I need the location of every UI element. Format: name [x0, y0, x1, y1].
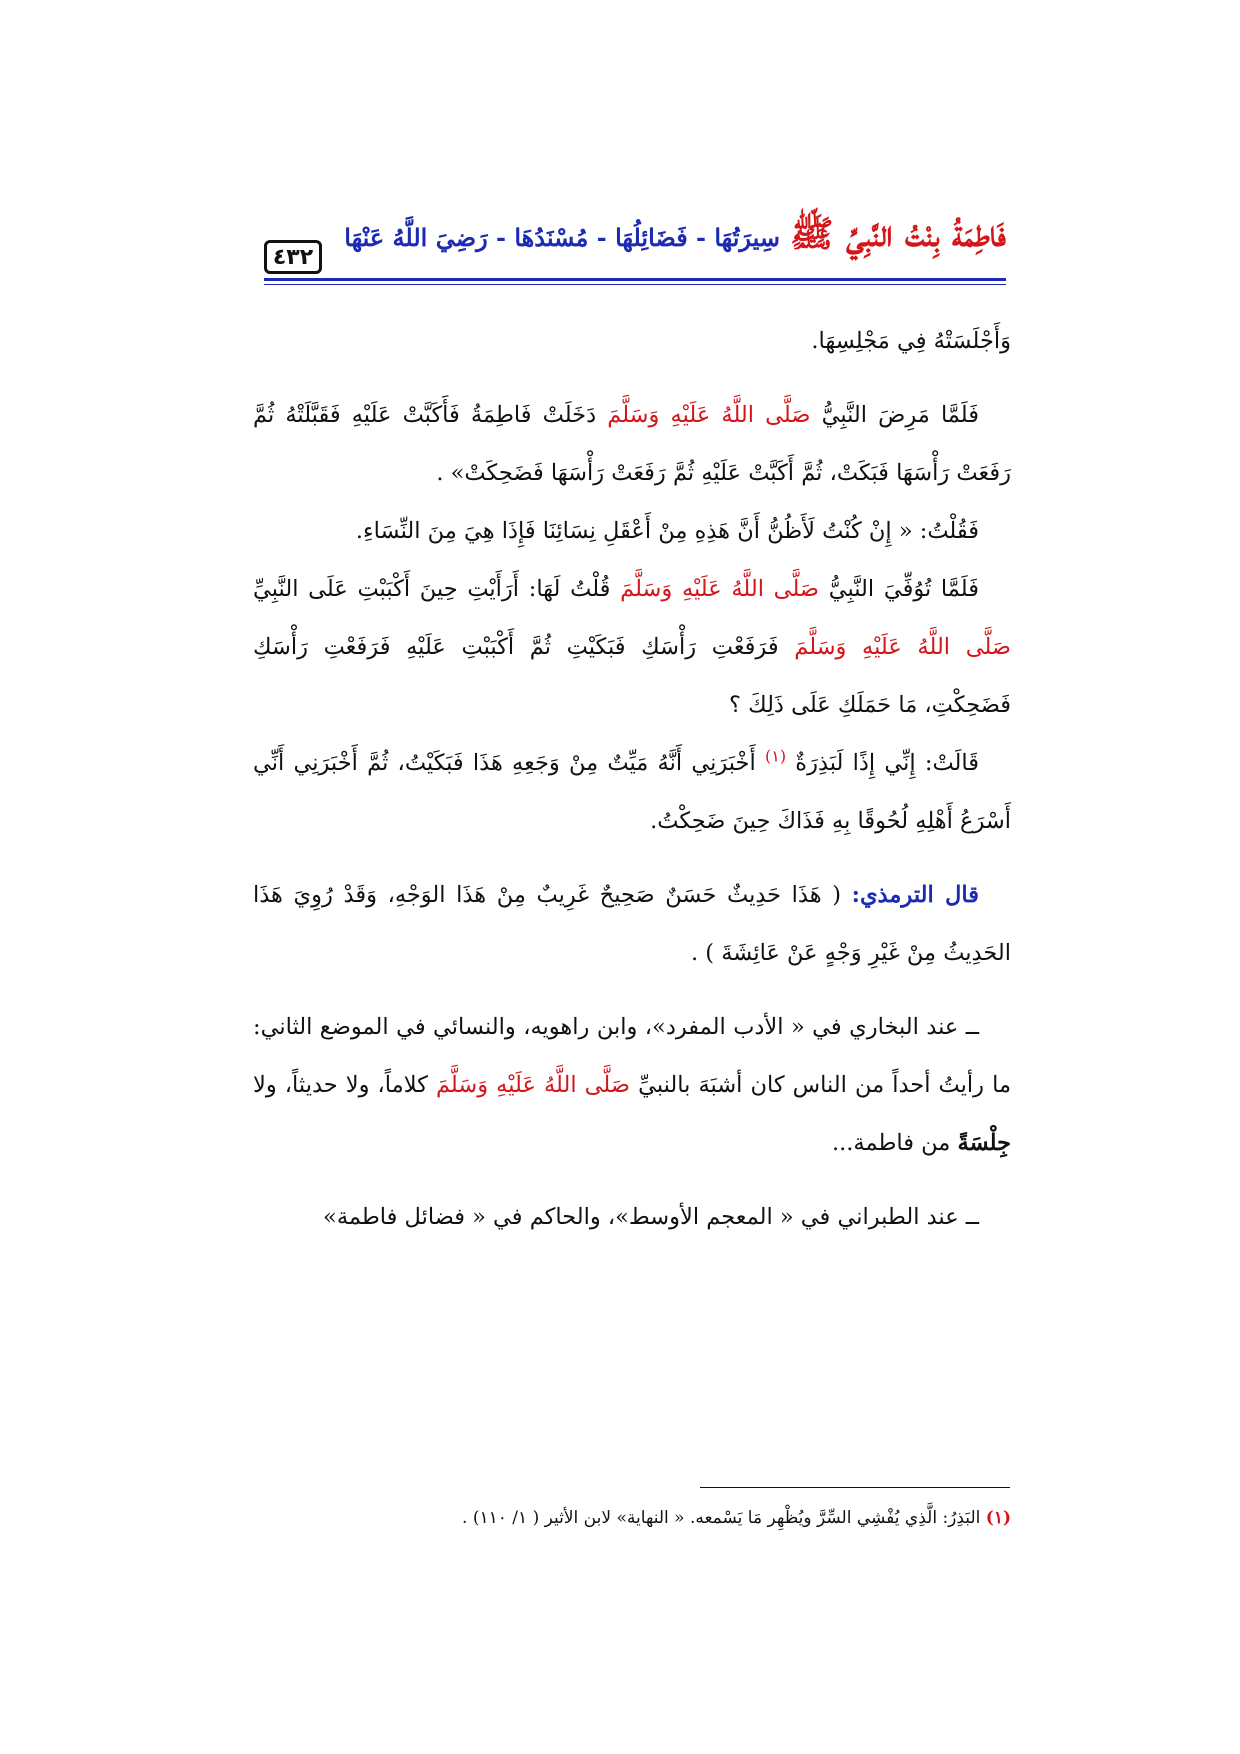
- running-title: [344, 212, 1006, 264]
- paragraph: فَقُلْتُ: « إِنْ كُنْتُ لَأَظُنُّ أَنَّ هَذِهِ مِنْ أَعْقَلِ نِسَائِنَا فَإِذَا هِيَ مِنَ النِّسَاءِ.: [355, 518, 979, 544]
- paragraph: ــ عند البخاري في « الأدب المفرد»، وابن راهويه، والنسائي في الموضع الثاني: ما رأيتُ أحداً من الناس كان أشبَهَ بالنبيِّ صَلَّى اللَّهُ عَلَيْهِ وَسَلَّمَ كلاماً، ولا حديثاً، ولا جِلْسَةً من فاطمة...: [253, 1014, 1012, 1156]
- footnote: [253, 1503, 1011, 1533]
- page-number: ٤٣٢: [264, 240, 322, 274]
- book-subtitle: سِيرَتُهَا - فَضَائِلُهَا - مُسْنَدُهَا - رَضِيَ اللَّهُ عَنْهَا: [344, 223, 780, 252]
- book-title: فَاطِمَةُ بِنْتُ النَّبِيِّ ﷺ: [790, 213, 1006, 255]
- salawat: صَلَّى اللَّهُ عَلَيْهِ وَسَلَّمَ: [620, 576, 819, 602]
- paragraph: قَالَتْ: إِنِّي إِذًا لَبَذِرَةٌ $^{(١)}$ أَخْبَرَنِي أَنَّهُ مَيِّتٌ مِنْ وَجَعِهِ هَذَا فَبَكَيْتُ، ثُمَّ أَخْبَرَنِي أَنِّي أَسْرَعُ أَهْلِهِ لُحُوقًا بِهِ فَذَاكَ حِينَ ضَحِكْتُ.: [253, 746, 1011, 834]
- salawat: صَلَّى اللَّهُ عَلَيْهِ وَسَلَّمَ: [607, 402, 811, 428]
- header-rule-thin: [264, 284, 1006, 285]
- paragraph: فَلَمَّا تُوُفِّيَ النَّبِيُّ صَلَّى اللَّهُ عَلَيْهِ وَسَلَّمَ قُلْتُ لَهَا: أَرَأَيْتِ حِينَ أَكْبَبْتِ عَلَى النَّبِيِّ صَلَّى اللَّهُ عَلَيْهِ وَسَلَّمَ فَرَفَعْتِ رَأْسَكِ فَبَكَيْتِ ثُمَّ أَكْبَبْتِ عَلَيْهِ فَرَفَعْتِ رَأْسَكِ فَضَحِكْتِ، مَا حَمَلَكِ عَلَى ذَلِكَ ؟: [253, 576, 1012, 718]
- salawat: صَلَّى اللَّهُ عَلَيْهِ وَسَلَّمَ: [435, 1072, 630, 1098]
- page-header: [264, 212, 1006, 282]
- footnote-reference[interactable]: (١): [764, 746, 787, 766]
- footnote-rule: [700, 1487, 1010, 1488]
- paragraph: ــ عند الطبراني في « المعجم الأوسط»، والحاكم في « فضائل فاطمة»: [323, 1204, 979, 1230]
- citation-label: قال الترمذي:: [851, 882, 979, 908]
- paragraph: قال الترمذي: ( هَذَا حَدِيثٌ حَسَنٌ صَحِيحٌ غَرِيبٌ مِنْ هَذَا الوَجْهِ، وَقَدْ رُوِيَ هَذَا الحَدِيثُ مِنْ غَيْرِ وَجْهٍ عَنْ عَائِشَةَ ) .: [253, 882, 1011, 966]
- paragraph: فَلَمَّا مَرِضَ النَّبِيُّ صَلَّى اللَّهُ عَلَيْهِ وَسَلَّمَ دَخَلَتْ فَاطِمَةُ فَأَكَبَّتْ عَلَيْهِ فَقَبَّلَتْهُ ثُمَّ رَفَعَتْ رَأْسَهَا فَبَكَتْ، ثُمَّ أَكَبَّتْ عَلَيْهِ ثُمَّ رَفَعَتْ رَأْسَهَا فَضَحِكَتْ» .: [253, 402, 1011, 486]
- footnote-number: (١): [985, 1508, 1011, 1528]
- emphasis-word: جِلْسَةً: [957, 1130, 1011, 1156]
- salawat: صَلَّى اللَّهُ عَلَيْهِ وَسَلَّمَ: [794, 634, 1012, 660]
- header-rule: [264, 278, 1006, 281]
- paragraph: وَأَجْلَسَتْهُ فِي مَجْلِسِهَا.: [811, 328, 1011, 354]
- body-text: [253, 312, 1011, 1246]
- footnote-text: البَذِرُ: الَّذِي يُفْشِي السِّرَّ ويُظْهِر مَا يَسْمعه. « النهاية» لابن الأثير ( ١/ ١١٠) .: [462, 1508, 981, 1528]
